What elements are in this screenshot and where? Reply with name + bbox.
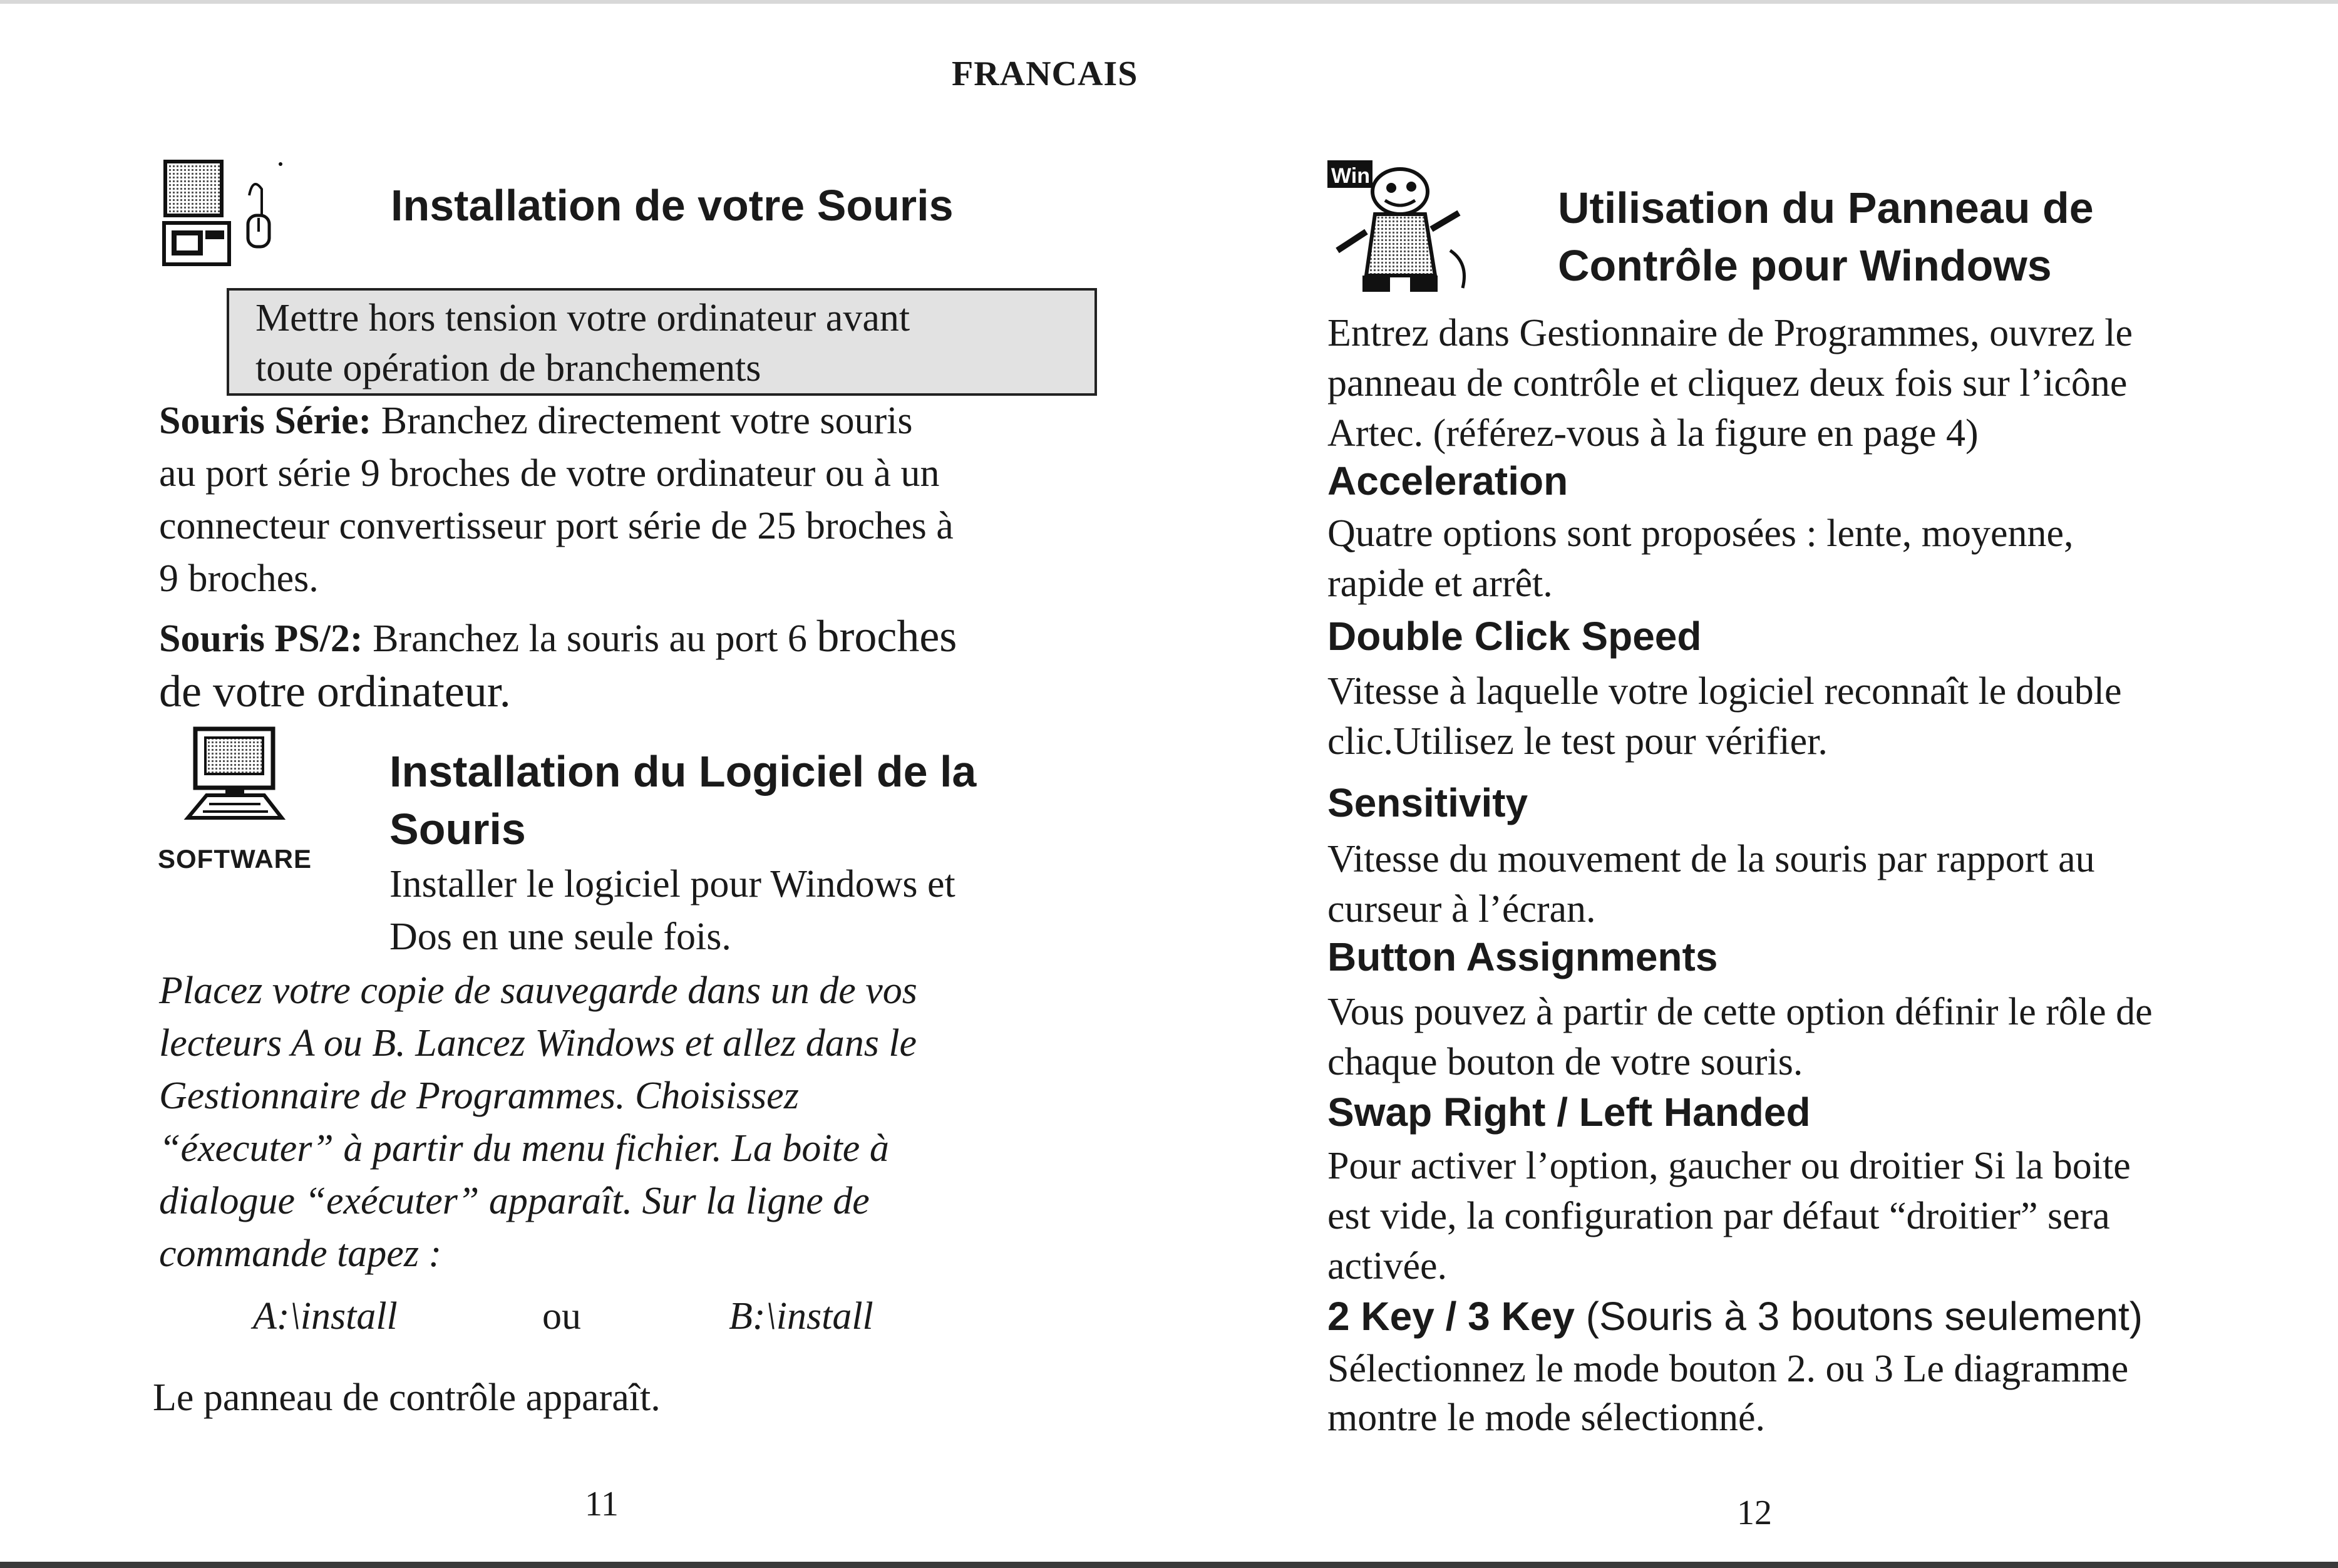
key-mode-line-1: Sélectionnez le mode bouton 2. ou 3 Le diagramme (1327, 1348, 2129, 1390)
intro-line-3: Artec. (référez-vous à la figure en page 4) (1327, 412, 1979, 455)
software-heading-line-1: Installation du Logiciel de la (389, 747, 977, 796)
control-panel-heading-line-2: Contrôle pour Windows (1558, 241, 2052, 290)
computer-mouse-icon (162, 158, 287, 271)
section-title-key-mode (1327, 1290, 2143, 1343)
sensitivity-line-2: curseur à l’écran. (1327, 888, 1596, 931)
install-mouse-heading: Installation de votre Souris (391, 181, 954, 230)
intro-line-2: panneau de contrôle et cliquez deux fois sur l’icône (1327, 362, 2128, 405)
command-a: A:\install (253, 1295, 398, 1338)
bottom-edge (0, 1562, 2338, 1568)
button-assignments-line-2: chaque bouton de votre souris. (1327, 1041, 1803, 1083)
italic-line-3: Gestionnaire de Programmes. Choisissez (159, 1075, 799, 1117)
italic-line-5: dialogue “exécuter” apparaît. Sur la ligne de (159, 1180, 870, 1222)
key-mode-title: 2 Key / 3 Key (1327, 1294, 1575, 1339)
section-title-acceleration: Acceleration (1327, 458, 1568, 503)
command-b: B:\install (729, 1295, 873, 1338)
section-title-swap-handed: Swap Right / Left Handed (1327, 1090, 1811, 1135)
command-or: ou (542, 1295, 581, 1338)
page-header: FRANCAIS (952, 54, 1138, 93)
section-title-sensitivity: Sensitivity (1327, 780, 1528, 825)
key-mode-line-2: montre le mode sélectionné. (1327, 1396, 1765, 1439)
serial-line-4: 9 broches. (159, 557, 319, 600)
italic-line-1: Placez votre copie de sauvegarde dans un de vos (159, 969, 917, 1012)
software-text-1: Installer le logiciel pour Windows et (389, 863, 955, 905)
software-icon-label: SOFTWARE (158, 844, 312, 874)
control-panel-heading-line-1: Utilisation du Panneau de (1558, 183, 2094, 232)
serial-label: Souris Série: (159, 400, 372, 442)
acceleration-line-1: Quatre options sont proposées : lente, moyenne, (1327, 512, 2074, 555)
closing-line: Le panneau de contrôle apparaît. (153, 1376, 661, 1419)
serial-text-1: Branchez directement votre souris (371, 400, 913, 442)
italic-line-4: “éxecuter” à partir du menu fichier. La boite à (159, 1127, 889, 1170)
serial-line-1 (159, 395, 912, 447)
double-click-line-2: clic.Utilisez le test pour vérifier. (1327, 720, 1828, 763)
swap-line-2: est vide, la configuration par défaut “droitier” sera (1327, 1195, 2110, 1237)
software-heading-line-2: Souris (389, 805, 526, 854)
intro-line-1: Entrez dans Gestionnaire de Programmes, ouvrez le (1327, 312, 2133, 354)
ps2-label: Souris PS/2: (159, 617, 363, 660)
ps2-line-2: de votre ordinateur. (159, 666, 511, 716)
acceleration-line-2: rapide et arrêt. (1327, 562, 1553, 605)
warning-line-1: Mettre hors tension votre ordinateur avant (255, 297, 910, 339)
warning-box (227, 288, 1097, 396)
serial-line-2: au port série 9 broches de votre ordinateur ou à un (159, 452, 940, 495)
key-mode-suffix: (Souris à 3 boutons seulement) (1574, 1294, 2143, 1339)
win-icon-label: Win (1331, 164, 1371, 188)
sensitivity-line-1: Vitesse du mouvement de la souris par rapport au (1327, 838, 2095, 880)
serial-line-3: connecteur convertisseur port série de 25 broches à (159, 505, 954, 547)
warning-line-2: toute opération de branchements (255, 347, 761, 389)
section-title-double-click-speed: Double Click Speed (1327, 614, 1702, 659)
ps2-text: Branchez la souris au port 6 (363, 617, 817, 660)
top-edge (0, 0, 2338, 4)
button-assignments-line-1: Vous pouvez à partir de cette option définir le rôle de (1327, 991, 2153, 1033)
page-number-left: 11 (585, 1485, 619, 1524)
swap-line-3: activée. (1327, 1245, 1448, 1287)
page-number-right: 12 (1737, 1493, 1772, 1532)
windows-mascot-icon (1325, 157, 1481, 301)
swap-line-1: Pour activer l’option, gaucher ou droitier Si la boite (1327, 1145, 2131, 1187)
software-computer-icon (182, 726, 288, 820)
double-click-line-1: Vitesse à laquelle votre logiciel reconnaît le double (1327, 670, 2122, 713)
italic-line-6: commande tapez : (159, 1232, 442, 1275)
software-text-2: Dos en une seule fois. (389, 916, 731, 958)
ps2-text-large: broches (816, 611, 957, 661)
italic-line-2: lecteurs A ou B. Lancez Windows et allez dans le (159, 1022, 917, 1065)
section-title-button-assignments: Button Assignments (1327, 934, 1718, 979)
ps2-line-1 (159, 610, 957, 665)
